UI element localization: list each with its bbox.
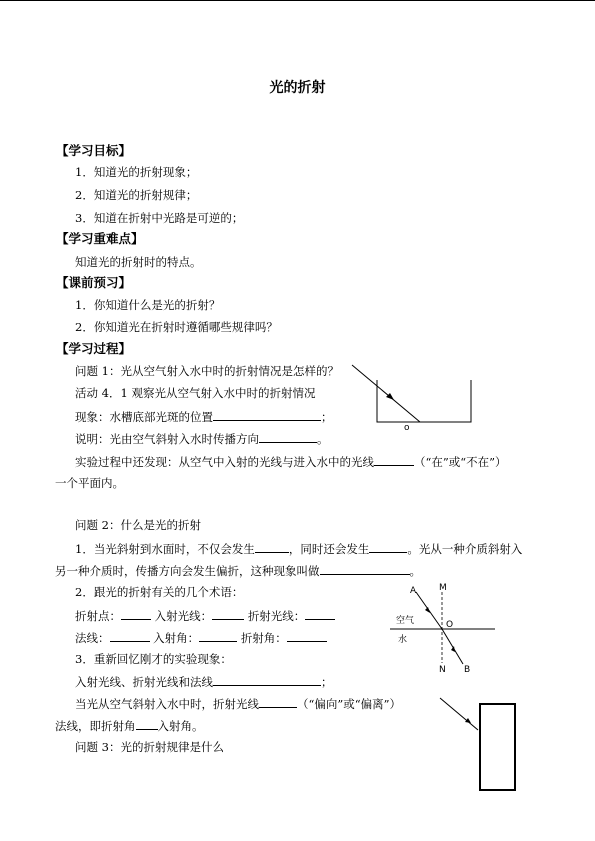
refracted-ray: [442, 629, 463, 664]
recall-line-3: [55, 718, 204, 733]
tank-outline: [377, 380, 471, 422]
terms-heading: 2．跟光的折射有关的几个术语：: [75, 585, 244, 599]
ray-arrow: [465, 718, 471, 723]
punctuation: 。: [409, 564, 421, 578]
terms-row-1: [75, 608, 335, 623]
answer-blank[interactable]: [213, 409, 321, 421]
answer-blank[interactable]: [255, 541, 289, 553]
label-water: 水: [398, 635, 408, 645]
term-label: 折射光线：: [247, 609, 306, 623]
punctuation: ；: [321, 410, 333, 424]
answer-blank[interactable]: [199, 630, 237, 642]
phenomenon-line: [75, 409, 333, 424]
phenomenon-text: 现象：水槽底部光斑的位置: [75, 410, 213, 424]
key-points-text: 知道光的折射时的特点。: [75, 255, 202, 269]
answer-blank[interactable]: [320, 563, 410, 575]
question-1: 问题 1：光从空气射入水中时的折射情况是怎样的？: [75, 364, 339, 378]
term-label: 法线：: [75, 631, 110, 645]
answer-blank[interactable]: [213, 674, 321, 686]
definition-text: 1．当光斜射到水面时，不仅会发生: [75, 542, 255, 556]
recall-line-2: [75, 696, 401, 711]
incident-ray: [352, 365, 420, 422]
answer-blank[interactable]: [259, 431, 317, 443]
punctuation: ；: [321, 675, 333, 689]
answer-blank[interactable]: [305, 608, 335, 620]
term-label: 入射角：: [153, 631, 200, 645]
explain-line: [75, 431, 329, 446]
explain-text: 说明：光由空气斜射入水时传播方向: [75, 432, 259, 446]
glass-block: [480, 704, 515, 790]
punctuation: 。: [317, 432, 329, 446]
recall-heading: 3．重新回忆刚才的实验现象：: [75, 652, 232, 666]
term-label: 折射角：: [240, 631, 287, 645]
recall-text: 法线，即折射角: [55, 719, 136, 733]
answer-blank[interactable]: [369, 541, 407, 553]
water-tank-diagram: [340, 360, 480, 435]
preview-item: 2．你知道光在折射时遵循哪些规律吗？: [75, 320, 278, 334]
definition-text: 另一种介质时，传播方向会发生偏折，这种现象叫做: [55, 564, 320, 578]
point-label-o: o: [404, 423, 410, 433]
activity-text: 活动 4．1 观察光从空气射入水中时的折射情况: [75, 386, 316, 400]
top-border-line: [0, 0, 595, 1]
question-2: 问题 2：什么是光的折射: [75, 518, 201, 532]
question-3: 问题 3：光的折射规律是什么: [75, 740, 224, 754]
label-air: 空气: [396, 616, 415, 626]
found-line: [75, 454, 507, 469]
label-m: M: [439, 583, 447, 593]
found-options: （“在”或“不在”）: [414, 455, 507, 469]
definition-text: ，同时还会发生: [288, 542, 370, 556]
refraction-diagram: [390, 580, 500, 680]
incident-ray: [440, 698, 478, 730]
recall-text: 入射角。: [157, 719, 204, 733]
term-label: 入射光线：: [154, 609, 213, 623]
answer-blank[interactable]: [212, 608, 244, 620]
definition-text: 。光从一种介质斜射入: [407, 542, 523, 556]
answer-blank[interactable]: [121, 608, 151, 620]
label-o: O: [446, 620, 454, 630]
preview-item: 1．你知道什么是光的折射？: [75, 298, 221, 312]
found-continuation: 一个平面内。: [55, 476, 124, 490]
label-a: A: [410, 586, 417, 596]
page-title: 光的折射: [269, 80, 326, 96]
answer-blank[interactable]: [259, 696, 297, 708]
recall-options: （“偏向”或“偏离”）: [297, 697, 402, 711]
recall-text: 当光从空气斜射入水中时，折射光线: [75, 697, 259, 711]
answer-blank[interactable]: [374, 454, 414, 466]
answer-blank[interactable]: [110, 630, 150, 642]
label-b: B: [464, 665, 471, 675]
glass-block-diagram: [435, 690, 525, 800]
goal-item: 1．知道光的折射现象；: [75, 165, 198, 179]
terms-row-2: [75, 630, 327, 645]
recall-line-1: [75, 674, 333, 689]
term-label: 折射点：: [75, 609, 121, 623]
definition-line-2: [55, 563, 421, 578]
answer-blank[interactable]: [287, 630, 327, 642]
section-heading-key-points: 【学习重难点】: [56, 231, 144, 246]
definition-line-1: [75, 541, 522, 556]
section-heading-goals: 【学习目标】: [56, 143, 132, 158]
section-heading-preview: 【课前预习】: [56, 275, 132, 290]
found-text: 实验过程中还发现：从空气中入射的光线与进入水中的光线: [75, 455, 374, 469]
recall-text: 入射光线、折射光线和法线: [75, 675, 213, 689]
label-n: N: [439, 665, 446, 675]
goal-item: 2．知道光的折射规律；: [75, 188, 198, 202]
answer-blank[interactable]: [136, 718, 158, 730]
goal-item: 3．知道在折射中光路是可逆的；: [75, 211, 244, 225]
section-heading-process: 【学习过程】: [56, 341, 132, 356]
